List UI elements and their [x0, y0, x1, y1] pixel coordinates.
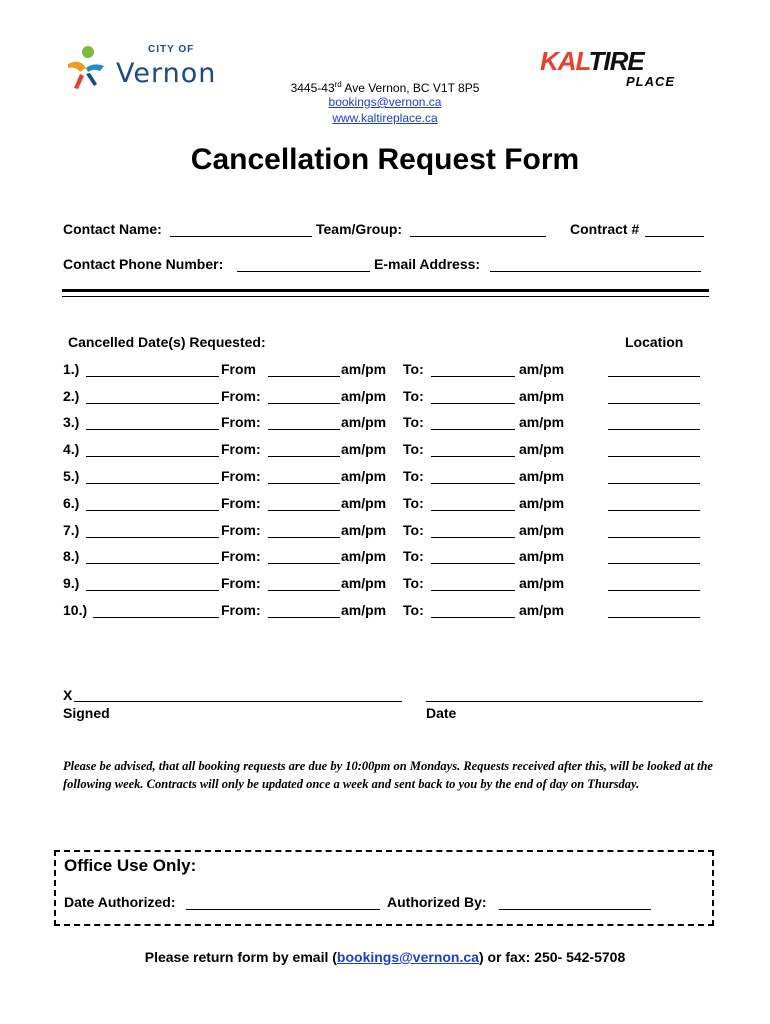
to-label: To: — [403, 548, 424, 564]
email-link[interactable]: bookings@vernon.ca — [328, 95, 442, 109]
to-label: To: — [403, 468, 424, 484]
to-time-field[interactable] — [431, 510, 515, 511]
from-label: From: — [221, 388, 261, 404]
to-time-field[interactable] — [431, 563, 515, 564]
date-authorized-label: Date Authorized: — [64, 894, 176, 910]
location-field[interactable] — [608, 483, 700, 484]
to-ampm-label: am/pm — [519, 495, 565, 511]
from-time-field[interactable] — [268, 483, 340, 484]
tire-logo-text: TIRE — [588, 46, 644, 76]
location-heading: Location — [625, 334, 684, 350]
from-ampm-label: am/pm — [341, 441, 387, 457]
contact-name-field[interactable] — [170, 236, 312, 237]
cancelled-date-field[interactable] — [86, 456, 219, 457]
office-use-box — [54, 850, 714, 926]
cancelled-dates-heading: Cancelled Date(s) Requested: — [68, 334, 266, 350]
from-ampm-label: am/pm — [341, 575, 387, 591]
row-number: 7.) — [63, 522, 80, 538]
form-title: Cancellation Request Form — [190, 143, 580, 176]
cancelled-date-field[interactable] — [86, 590, 219, 591]
to-time-field[interactable] — [431, 429, 515, 430]
cancelled-date-field[interactable] — [93, 617, 219, 618]
location-field[interactable] — [608, 376, 700, 377]
from-label: From — [221, 361, 256, 377]
divider-thick — [62, 289, 709, 292]
location-field[interactable] — [608, 429, 700, 430]
place-logo-text: PLACE — [626, 74, 676, 89]
to-label: To: — [403, 602, 424, 618]
to-ampm-label: am/pm — [519, 361, 565, 377]
location-field[interactable] — [608, 563, 700, 564]
to-ampm-label: am/pm — [519, 468, 565, 484]
cancelled-date-field[interactable] — [86, 563, 219, 564]
from-time-field[interactable] — [268, 376, 340, 377]
from-ampm-label: am/pm — [341, 414, 387, 430]
to-ampm-label: am/pm — [519, 522, 565, 538]
from-label: From: — [221, 468, 261, 484]
to-ampm-label: am/pm — [519, 388, 565, 404]
team-group-field[interactable] — [410, 236, 546, 237]
from-time-field[interactable] — [268, 429, 340, 430]
to-ampm-label: am/pm — [519, 602, 565, 618]
row-number: 4.) — [63, 441, 80, 457]
from-ampm-label: am/pm — [341, 602, 387, 618]
to-label: To: — [403, 575, 424, 591]
location-field[interactable] — [608, 590, 700, 591]
row-number: 8.) — [63, 548, 80, 564]
office-use-title: Office Use Only: — [64, 856, 197, 875]
row-number: 2.) — [63, 388, 80, 404]
contract-number-label: Contract # — [570, 221, 640, 237]
signed-label: Signed — [63, 705, 110, 721]
signature-field[interactable] — [74, 701, 402, 702]
booking-notice: Please be advised, that all booking requests are due by 10:00pm on Mondays. Requests received after this, will be looked at the following week. Contracts will only be updated once a week and sent back to you by the end of day on Thursday. — [63, 759, 713, 791]
from-label: From: — [221, 548, 261, 564]
email-address-label: E-mail Address: — [374, 256, 481, 272]
address-line: 3445-43rd Ave Vernon, BC V1T 8P5 — [290, 80, 480, 95]
location-field[interactable] — [608, 403, 700, 404]
cancelled-date-field[interactable] — [86, 376, 219, 377]
row-number: 5.) — [63, 468, 80, 484]
from-time-field[interactable] — [268, 510, 340, 511]
cancelled-date-field[interactable] — [86, 429, 219, 430]
to-time-field[interactable] — [431, 617, 515, 618]
to-ampm-label: am/pm — [519, 575, 565, 591]
to-ampm-label: am/pm — [519, 414, 565, 430]
from-label: From: — [221, 522, 261, 538]
to-label: To: — [403, 522, 424, 538]
to-time-field[interactable] — [431, 590, 515, 591]
from-ampm-label: am/pm — [341, 495, 387, 511]
date-field[interactable] — [426, 701, 703, 702]
location-field[interactable] — [608, 537, 700, 538]
from-label: From: — [221, 602, 261, 618]
to-label: To: — [403, 388, 424, 404]
location-field[interactable] — [608, 510, 700, 511]
contact-phone-label: Contact Phone Number: — [63, 256, 224, 272]
date-authorized-field[interactable] — [186, 909, 380, 910]
authorized-by-label: Authorized By: — [387, 894, 487, 910]
location-field[interactable] — [608, 456, 700, 457]
contact-name-label: Contact Name: — [63, 221, 162, 237]
from-ampm-label: am/pm — [341, 522, 387, 538]
footer-email-link[interactable]: bookings@vernon.ca — [336, 949, 479, 965]
cancelled-date-field[interactable] — [86, 483, 219, 484]
cancelled-date-field[interactable] — [86, 403, 219, 404]
row-number: 3.) — [63, 414, 80, 430]
from-label: From: — [221, 575, 261, 591]
from-label: From: — [221, 414, 261, 430]
row-number: 1.) — [63, 361, 80, 377]
from-time-field[interactable] — [268, 403, 340, 404]
cancelled-date-field[interactable] — [86, 510, 219, 511]
city-logo-name: Vernon — [116, 58, 217, 89]
footer-return-instructions: Please return form by email (bookings@vernon.ca) or fax: 250- 542-5708 — [144, 949, 626, 965]
to-time-field[interactable] — [431, 537, 515, 538]
from-ampm-label: am/pm — [341, 361, 387, 377]
row-number: 9.) — [63, 575, 80, 591]
signature-x-mark: X — [63, 687, 73, 703]
from-time-field[interactable] — [268, 617, 340, 618]
to-time-field[interactable] — [431, 403, 515, 404]
location-field[interactable] — [608, 617, 700, 618]
cancelled-date-field[interactable] — [86, 537, 219, 538]
from-label: From: — [221, 495, 261, 511]
from-label: From: — [221, 441, 261, 457]
contract-number-field[interactable] — [645, 236, 704, 237]
to-label: To: — [403, 441, 424, 457]
city-logo-small-text: CITY OF — [148, 44, 195, 55]
date-label: Date — [426, 705, 457, 721]
to-time-field[interactable] — [431, 456, 515, 457]
team-group-label: Team/Group: — [316, 221, 403, 237]
to-ampm-label: am/pm — [519, 548, 565, 564]
divider-thin — [62, 296, 709, 297]
to-label: To: — [403, 414, 424, 430]
to-label: To: — [403, 361, 424, 377]
from-time-field[interactable] — [268, 590, 340, 591]
from-time-field[interactable] — [268, 563, 340, 564]
from-ampm-label: am/pm — [341, 548, 387, 564]
from-ampm-label: am/pm — [341, 388, 387, 404]
row-number: 6.) — [63, 495, 80, 511]
authorized-by-field[interactable] — [499, 909, 651, 910]
from-time-field[interactable] — [268, 456, 340, 457]
from-time-field[interactable] — [268, 537, 340, 538]
to-label: To: — [403, 495, 424, 511]
to-time-field[interactable] — [431, 483, 515, 484]
to-time-field[interactable] — [431, 376, 515, 377]
contact-phone-field[interactable] — [237, 271, 370, 272]
website-link[interactable]: www.kaltireplace.ca — [332, 111, 438, 125]
row-number: 10.) — [63, 602, 88, 618]
to-ampm-label: am/pm — [519, 441, 565, 457]
email-address-field[interactable] — [490, 271, 701, 272]
from-ampm-label: am/pm — [341, 468, 387, 484]
kal-logo-text: KAL — [540, 46, 589, 76]
